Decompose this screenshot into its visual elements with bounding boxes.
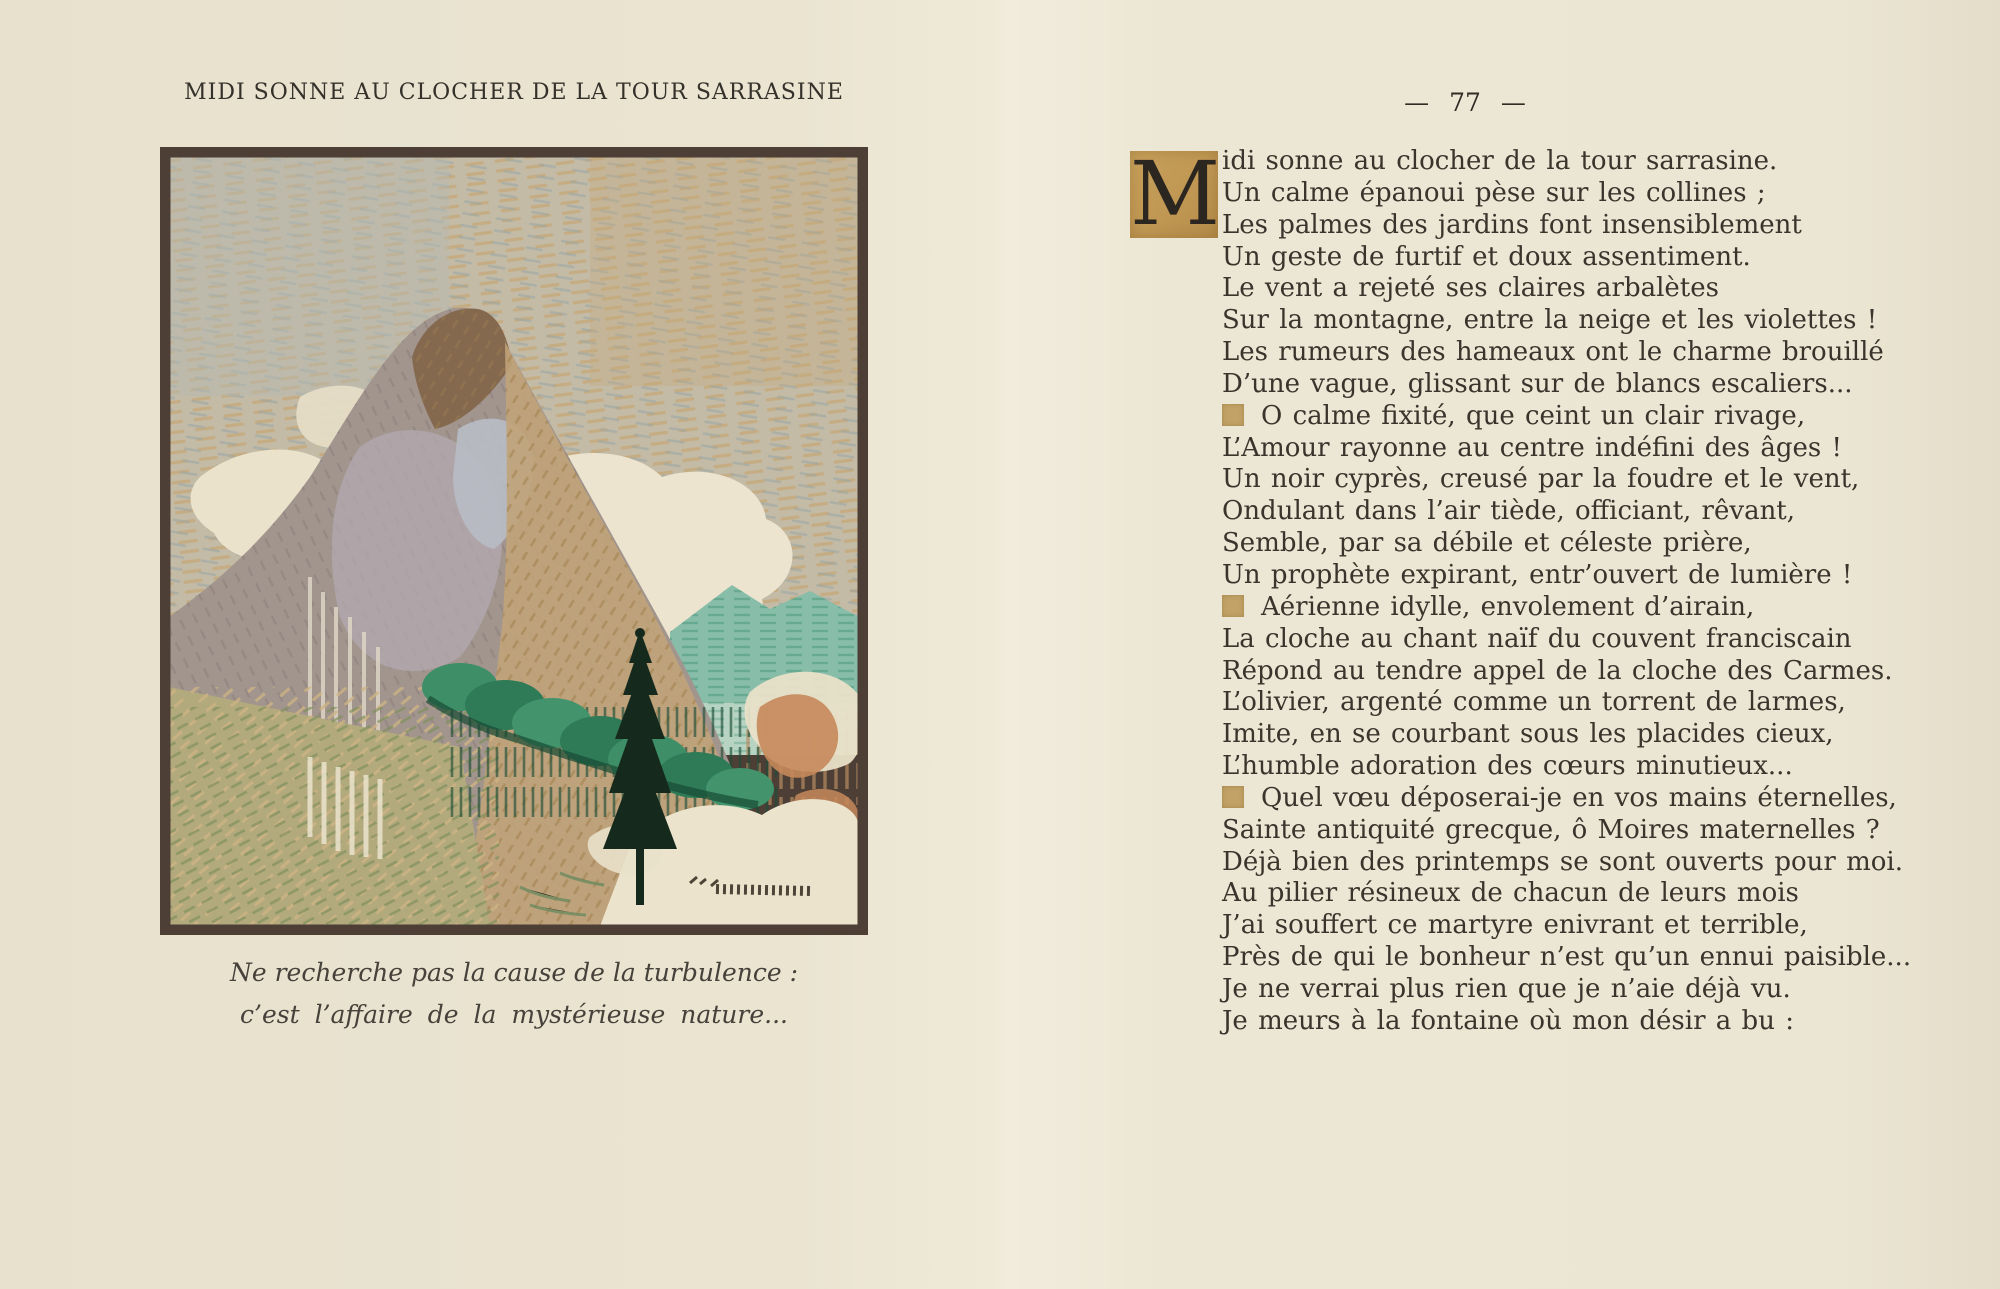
poem-line: Un calme épanoui pèse sur les collines ; (1222, 177, 1766, 208)
poem-line: Au pilier résineux de chacun de leurs mois (1222, 878, 1799, 909)
poem-line: Semble, par sa débile et céleste prière, (1222, 528, 1752, 559)
poem-line: Je ne verrai plus rien que je n’aie déjà vu. (1222, 973, 1791, 1004)
right-page (1000, 0, 2000, 1289)
poem-line: Ondulant dans l’air tiède, officiant, rêvant, (1222, 496, 1796, 527)
page-title: MIDI SONNE AU CLOCHER DE LA TOUR SARRASINE (184, 80, 844, 105)
caption-line-2: c’est l’affaire de la mystérieuse nature... (240, 1000, 788, 1029)
poem-line: O calme fixité, que ceint un clair rivage, (1222, 401, 1942, 433)
poem-line: Un prophète expirant, entr’ouvert de lumière ! (1222, 559, 1853, 590)
poem-line: Sur la montagne, entre la neige et les violettes ! (1222, 305, 1878, 336)
poem-line: Près de qui le bonheur n’est qu’un ennui paisible... (1222, 942, 1912, 973)
poem-line: Aérienne idylle, envolement d’airain, (1222, 592, 1942, 624)
poem-line: Un geste de furtif et doux assentiment. (1222, 241, 1751, 272)
poem-line: Sainte antiquité grecque, ô Moires maternelles ? (1222, 814, 1880, 845)
poem-line: L’Amour rayonne au centre indéfini des âges ! (1222, 432, 1842, 463)
poem-line: Le vent a rejeté ses claires arbalètes (1222, 273, 1719, 304)
page-number: — 77 — (1404, 88, 1526, 117)
poem-line: idi sonne au clocher de la tour sarrasine. (1222, 146, 1778, 176)
section-bullet-icon (1222, 404, 1244, 426)
poem-line: L’olivier, argenté comme un torrent de larmes, (1222, 687, 1846, 718)
drop-cap-initial: M (1130, 142, 1221, 245)
poem-line: D’une vague, glissant sur de blancs escaliers... (1222, 368, 1853, 399)
poem-text (1222, 146, 1942, 1038)
woodcut-illustration (160, 147, 868, 935)
poem-line: Quel vœu déposerai-je en vos mains éternelles, (1222, 783, 1942, 815)
poem-line: J’ai souffert ce martyre enivrant et terrible, (1222, 910, 1808, 941)
poem-line: L’humble adoration des cœurs minutieux... (1222, 751, 1793, 782)
illustration-caption (160, 952, 868, 1036)
section-bullet-icon (1222, 786, 1244, 808)
poem-line: La cloche au chant naïf du couvent franciscain (1222, 623, 1852, 654)
poem-line: Un noir cyprès, creusé par la foudre et le vent, (1222, 464, 1860, 495)
poem-line: Je meurs à la fontaine où mon désir a bu : (1222, 1005, 1794, 1036)
poem-line: Les rumeurs des hameaux ont le charme brouillé (1222, 337, 1884, 368)
section-bullet-icon (1222, 595, 1244, 617)
poem-line: Répond au tendre appel de la cloche des Carmes. (1222, 655, 1893, 686)
poem-line: Imite, en se courbant sous les placides cieux, (1222, 719, 1834, 750)
poem-line: Déjà bien des printemps se sont ouverts pour moi. (1222, 846, 1903, 877)
caption-line-1: Ne recherche pas la cause de la turbulence : (229, 958, 799, 987)
poem-line: Les palmes des jardins font insensiblement (1222, 209, 1802, 240)
